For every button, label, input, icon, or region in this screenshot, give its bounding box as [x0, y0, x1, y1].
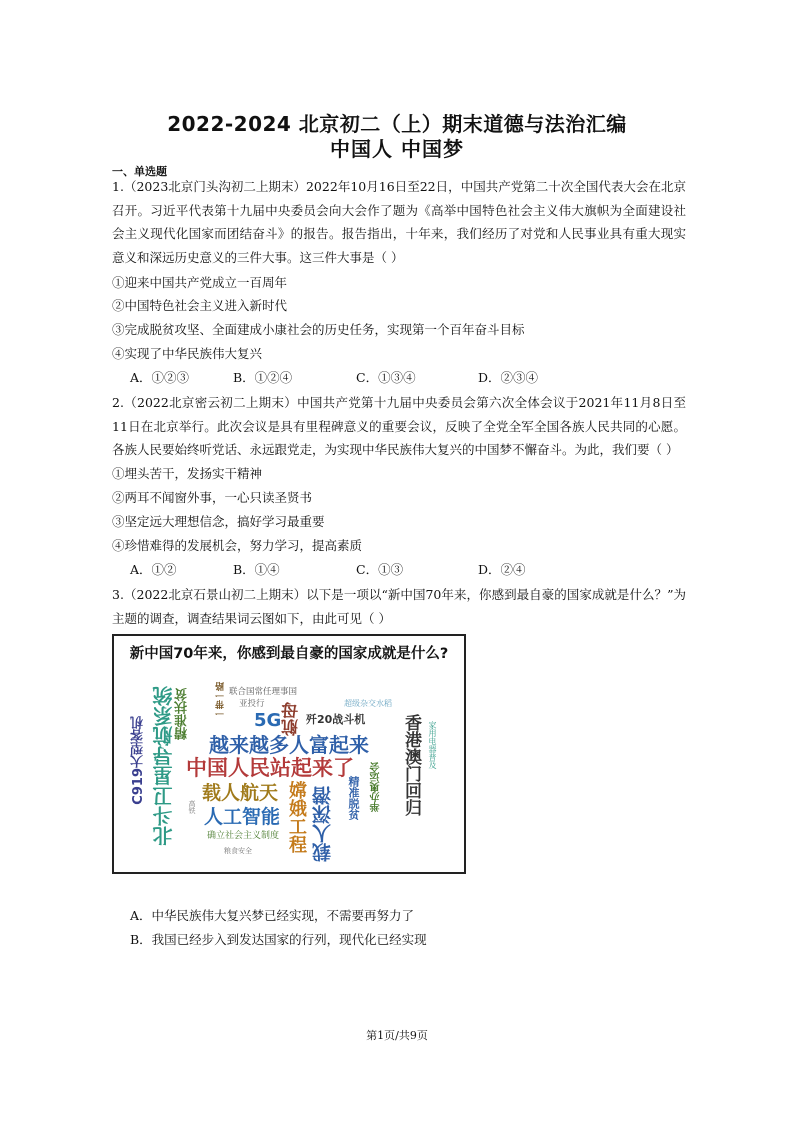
word-cloud-image — [112, 634, 466, 874]
question-1-item-2: ②中国特色社会主义进入新时代 — [112, 298, 288, 313]
question-1-option-c: C．①③④ — [356, 370, 416, 385]
word-cloud-word: 超级杂交水稻 — [344, 699, 392, 708]
question-2-stem: 2.（2022北京密云初二上期末）中国共产党第十九届中央委员会第六次全体会议于2021年11月8日至11日在北京举行。此次会议是具有里程碑意义的重要会议，反映了全党全军全国各族人民共同的心愿。各族人民要始终听党话、永远跟党走，为实现中华民族伟大复兴的中国梦不懈奋斗。为此，我们要（ ） — [112, 395, 686, 457]
page-number: 第1页/共9页 — [366, 1029, 428, 1042]
word-cloud-word: 歼20战斗机 — [306, 713, 366, 726]
question-2-item-2: ②两耳不闻窗外事，一心只读圣贤书 — [112, 490, 313, 505]
word-cloud-title: 新中国70年来，你感到最自豪的国家成就是什么? — [129, 646, 449, 662]
word-cloud-word: 中国人民站起来了 — [186, 756, 354, 780]
word-cloud-word: 亚投行 — [239, 699, 265, 709]
word-cloud-word: 精准扶贫 — [175, 688, 190, 740]
word-cloud-word: 粮食安全 — [224, 847, 252, 855]
question-2-option-b: B．①④ — [233, 562, 280, 577]
question-1-stem: 1.（2023北京门头沟初二上期末）2022年10月16日至22日，中国共产党第二十次全国代表大会在北京召开。习近平代表第十九届中央委员会向大会作了题为《高举中国特色社会主义伟大旗帜为全面建设社会主义现代化国家而团结奋斗》的报告。报告指出，十年来，我们经历了对党和人民事业具有重大现实意义和深远历史意义的三件大事。这三件大事是（ ） — [112, 179, 686, 265]
section-heading: 一、单选题 — [112, 165, 167, 178]
word-cloud-word: 北斗卫星导航系统 — [152, 686, 176, 846]
word-cloud-word: 家用电器普及 — [428, 721, 437, 769]
word-cloud-word: 载人航天 — [202, 782, 279, 804]
document-subtitle: 中国人 中国梦 — [330, 137, 464, 161]
question-2-option-d: D．②④ — [478, 562, 526, 577]
word-cloud-word: 联合国常任理事国 — [229, 687, 298, 697]
word-cloud-word: 5G — [254, 710, 282, 731]
question-2-option-c: C．①③ — [356, 562, 404, 577]
question-2-option-a: A．①② — [130, 562, 177, 577]
question-2-item-1: ①埋头苦干，发扬实干精神 — [112, 466, 263, 481]
word-cloud-word: 航母 — [282, 702, 302, 736]
word-cloud-word: 香港澳门回归 — [401, 714, 421, 816]
word-cloud-word: 越来越多人富起来 — [209, 733, 369, 757]
question-1-item-4: ④实现了中华民族伟大复兴 — [112, 346, 263, 361]
question-1-option-a: A．①②③ — [130, 370, 190, 385]
document-title: 2022-2024 北京初二（上）期末道德与法治汇编 — [167, 112, 627, 136]
word-cloud-word: 精准脱贫 — [347, 776, 360, 820]
question-1-item-3: ③完成脱贫攻坚、全面建成小康社会的历史任务，实现第一个百年奋斗目标 — [112, 322, 525, 337]
word-cloud-word: 一带一路 — [216, 682, 226, 718]
word-cloud-word: 嫦娥工程 — [286, 781, 307, 853]
question-3-stem: 3.（2022北京石景山初二上期末）以下是一项以“新中国70年来，你感到最自豪的国家成就是什么？”为主题的调查，调查结果词云图如下，由此可见（ ） — [112, 587, 686, 626]
question-2-item-4: ④珍惜难得的发展机会，努力学习，提高素质 — [112, 538, 363, 553]
word-cloud-word: 人工智能 — [204, 806, 281, 828]
question-1-option-b: B．①②④ — [233, 370, 293, 385]
question-1-item-1: ①迎来中国共产党成立一百周年 — [112, 275, 288, 290]
word-cloud-word: 确立社会主义制度 — [207, 831, 280, 841]
word-cloud-word: 举办奥运会 — [371, 762, 382, 812]
question-3-option-b: B．我国已经步入到发达国家的行列，现代化已经实现 — [130, 932, 427, 947]
word-cloud-word: 载人深潜 — [312, 786, 334, 862]
question-3-option-a: A．中华民族伟大复兴梦已经实现，不需要再努力了 — [130, 908, 415, 923]
word-cloud-word: 高铁 — [188, 800, 196, 814]
question-1-option-d: D．②③④ — [478, 370, 539, 385]
word-cloud-word: C919大型客机 — [131, 716, 146, 805]
question-2-item-3: ③坚定远大理想信念，搞好学习最重要 — [112, 514, 325, 529]
